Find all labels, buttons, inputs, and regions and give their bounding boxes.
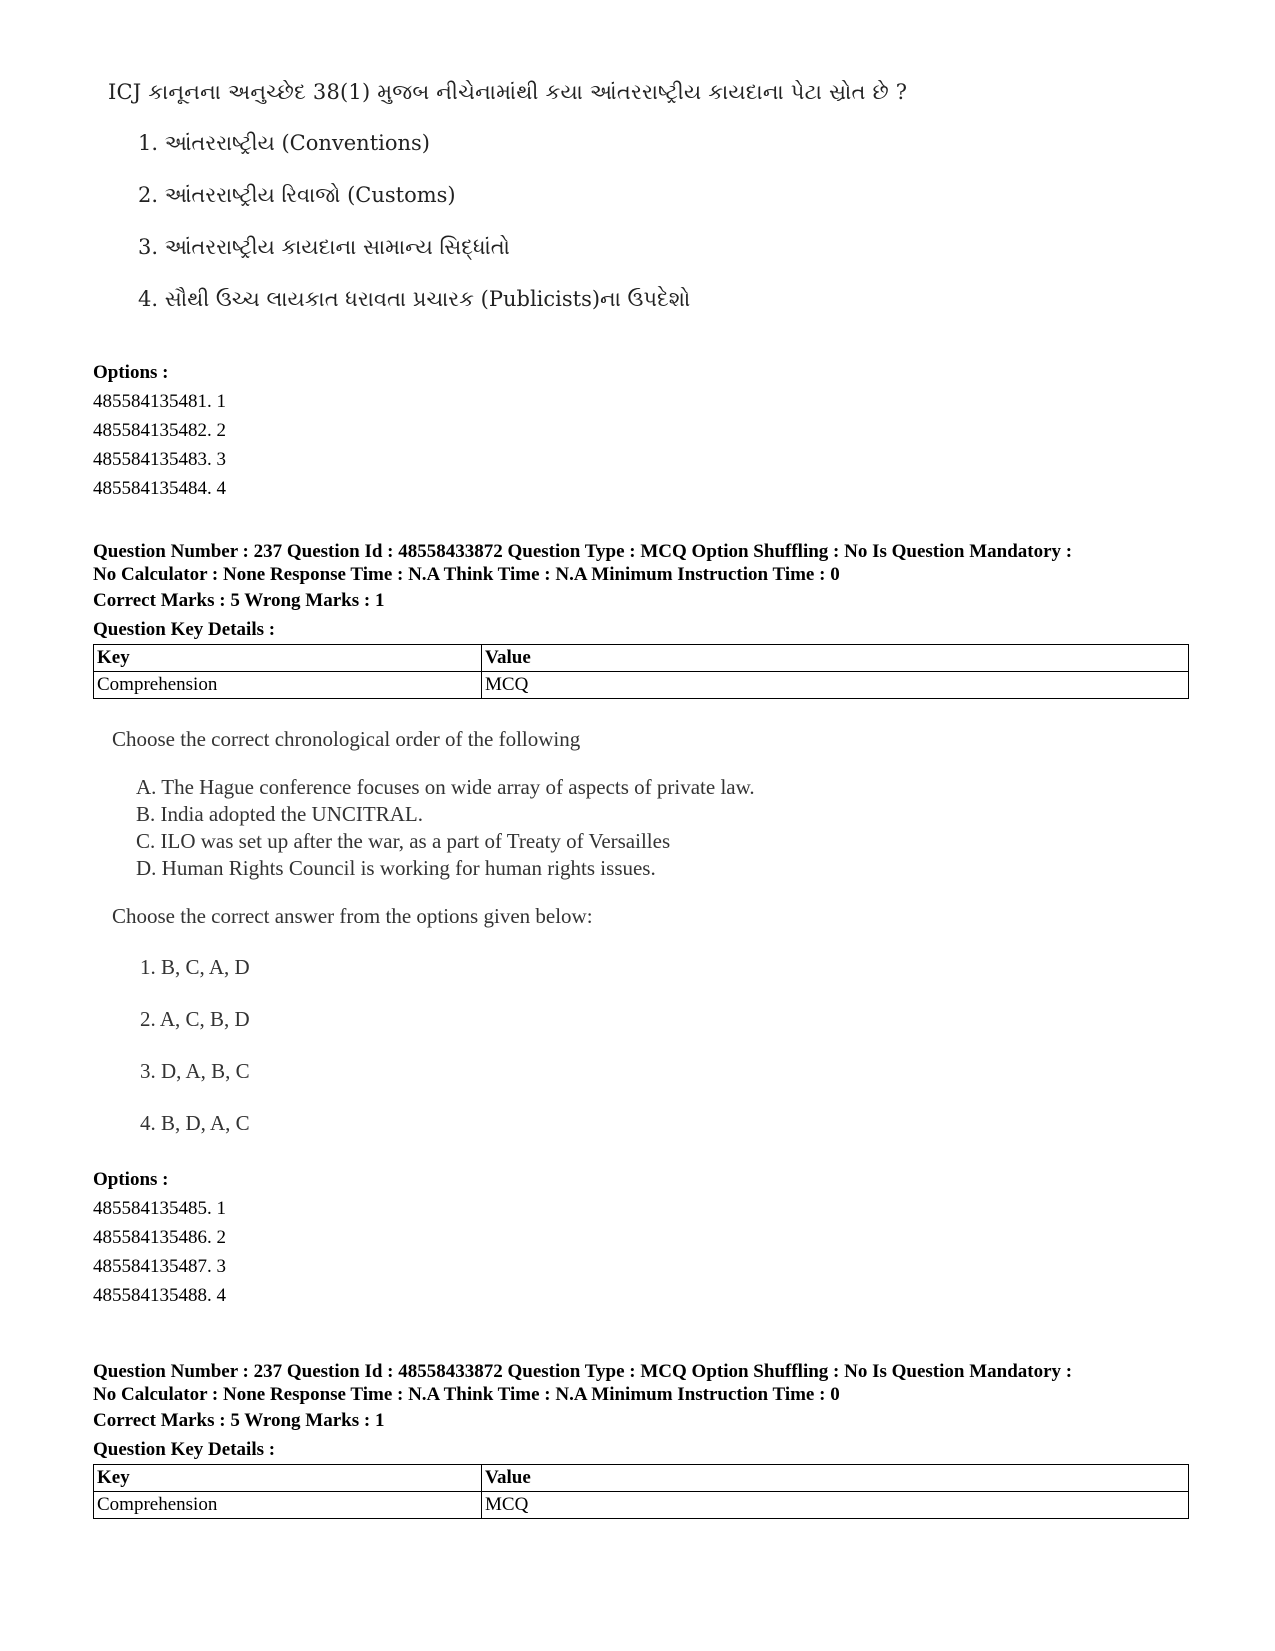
option-item: 485584135482. 2 [93,420,226,441]
options-list [93,358,1183,503]
table-cell-value: MCQ [482,672,1189,699]
options-label: Options : [93,362,169,383]
question-item: 3. આંતરરાષ્ટ્રીય કાયદાના સામાન્ય સિદ્ધાંતો [138,235,510,259]
question-item: 4. સૌથી ઉચ્ચ લાયકાત ધરાવતા પ્રચારક (Publicists)ના ઉપદેશો [138,287,691,311]
answer-choice: 2. A, C, B, D [140,1007,250,1031]
key-details-label: Question Key Details : [93,619,276,640]
statement-item: C. ILO was set up after the war, as a part of Treaty of Versailles [136,829,671,853]
table-header-key: Key [94,1465,482,1492]
statement-item: D. Human Rights Council is working for human rights issues. [136,856,656,880]
options-list [93,1165,1183,1310]
statement-item: A. The Hague conference focuses on wide array of aspects of private law. [136,775,755,799]
key-details-label: Question Key Details : [93,1439,276,1460]
question-image-english [112,727,755,1136]
option-item: 485584135485. 1 [93,1198,226,1219]
question-stem: Choose the correct chronological order of the following [112,727,581,751]
option-item: 485584135484. 4 [93,478,226,499]
answer-choice: 3. D, A, B, C [140,1059,250,1083]
metadata-line: Question Number : 237 Question Id : 48558433872 Question Type : MCQ Option Shuffling : No Is Question Mandatory : [93,541,1073,562]
metadata-line: No Calculator : None Response Time : N.A Think Time : N.A Minimum Instruction Time : 0 [93,1384,840,1405]
question-item: 2. આંતરરાષ્ટ્રીય રિવાજો (Customs) [138,183,456,207]
question-metadata [93,1360,1183,1519]
table-cell-value: MCQ [482,1492,1189,1519]
marks-line: Correct Marks : 5 Wrong Marks : 1 [93,590,385,611]
option-item: 485584135481. 1 [93,391,226,412]
table-header-key: Key [94,645,482,672]
table-cell-key: Comprehension [94,1492,482,1519]
table-cell-key: Comprehension [94,672,482,699]
table-header-value: Value [482,645,1189,672]
metadata-line: Question Number : 237 Question Id : 48558433872 Question Type : MCQ Option Shuffling : No Is Question Mandatory : [93,1361,1073,1382]
metadata-line: No Calculator : None Response Time : N.A Think Time : N.A Minimum Instruction Time : 0 [93,564,840,585]
question-stem: ICJ કાનૂનના અનુચ્છેદ 38(1) મુજબ નીચેનામાંથી કયા આંતરરાષ્ટ્રીય કાયદાના પેટા સ્રોત છે ? [108,80,908,104]
question-metadata [93,540,1183,699]
answer-choice: 1. B, C, A, D [140,955,250,979]
question-image-gujarati [108,80,907,312]
option-item: 485584135486. 2 [93,1227,226,1248]
answer-choice: 4. B, D, A, C [140,1111,250,1135]
option-item: 485584135488. 4 [93,1285,226,1306]
statement-item: B. India adopted the UNCITRAL. [136,802,423,826]
marks-line: Correct Marks : 5 Wrong Marks : 1 [93,1410,385,1431]
options-label: Options : [93,1169,169,1190]
option-item: 485584135483. 3 [93,449,226,470]
answer-prompt: Choose the correct answer from the options given below: [112,904,593,928]
key-details-table [93,644,1189,699]
table-header-value: Value [482,1465,1189,1492]
question-item: 1. આંતરરાષ્ટ્રીય (Conventions) [138,131,430,155]
option-item: 485584135487. 3 [93,1256,226,1277]
key-details-table [93,1464,1189,1519]
